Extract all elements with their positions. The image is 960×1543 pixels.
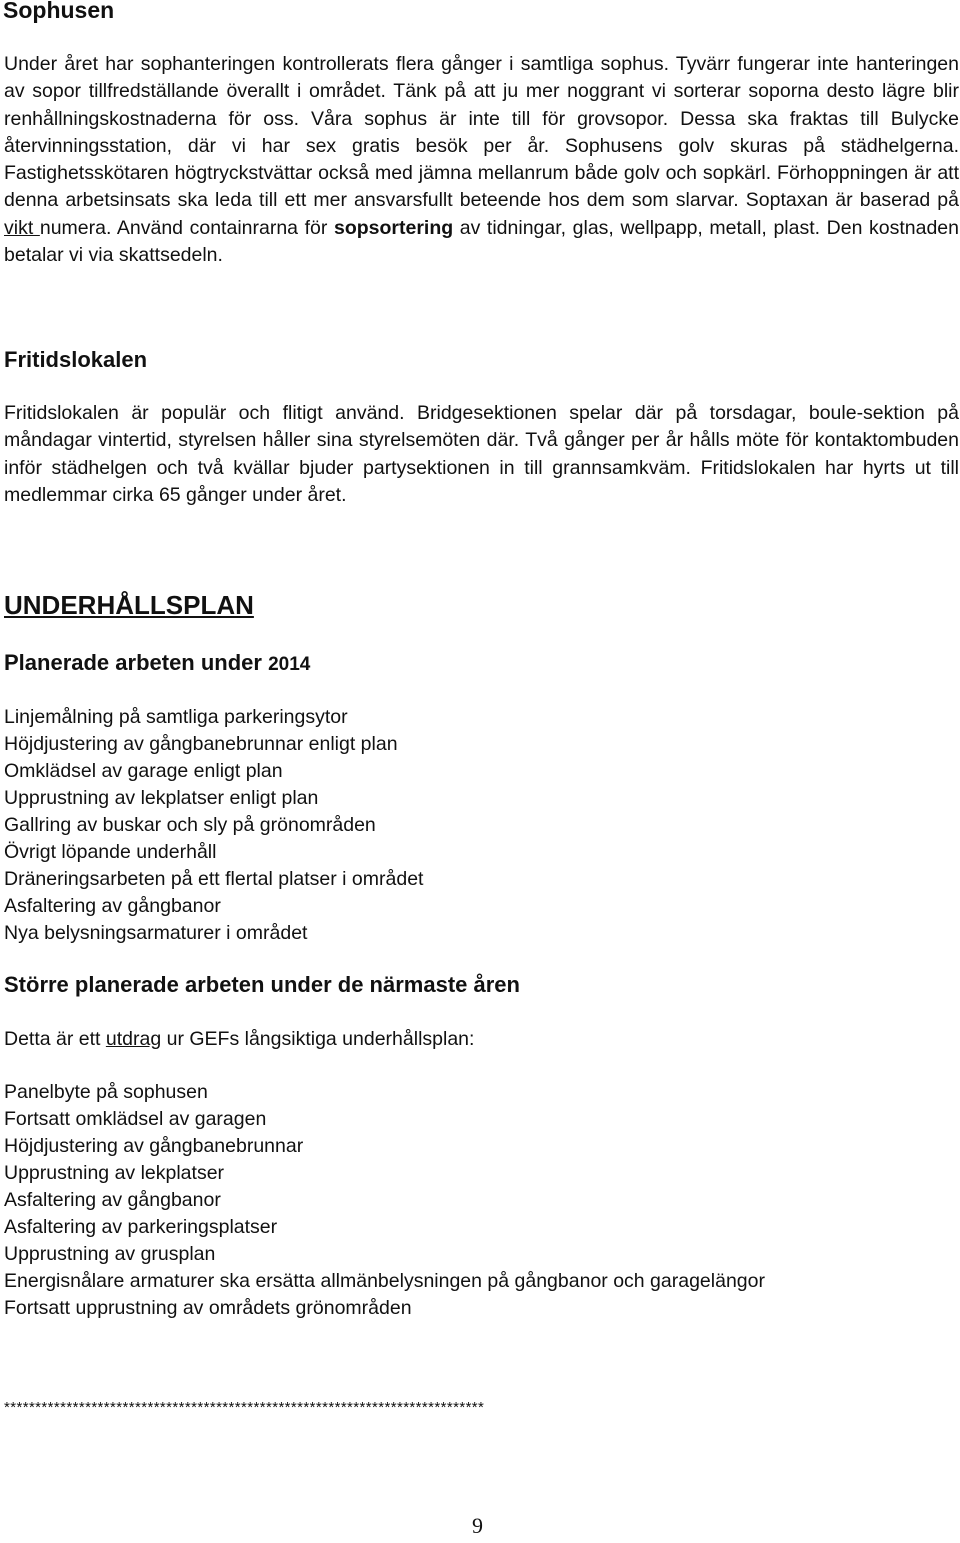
list-item: Upprustning av lekplatser [4,1162,225,1184]
list-item: Fortsatt omklädsel av garagen [4,1108,267,1130]
planned-works-list [4,704,423,947]
list-item: Upprustning av grusplan [4,1243,216,1265]
extract-intro-post: ur GEFs långsiktiga underhållsplan: [161,1028,475,1050]
list-item: Gallring av buskar och sly på grönområden [4,814,376,836]
planned-works-heading [4,648,310,680]
sophusen-text-part-3: av tidningar, glas, wellpapp, metall, plast. Den kostnaden betalar vi via skattsedeln. [4,216,959,267]
list-item: Fortsatt upprustning av områdets grönområden [4,1297,412,1319]
section-heading-fritidslokalen: Fritidslokalen [4,347,148,372]
sophusen-text-part-1: Under året har sophanteringen kontrollerats flera gånger i samtliga sophus. Tyvärr fungerar inte hanteringen av sopor tillfredställande överallt i området. Tänk på att ju mer noggrant vi sorterar soporna desto lägre blir renhållningskostnaderna för oss. Våra sophus är inte till för grovsopor. Dessa ska fraktas till Bulycke återvinningsstation, där vi har sex gratis besök per år. Sophusens golv skuras på städhelgerna. Fastighetsskötaren högtryckstvättar också med jämna mellanrum både golv och sopkärl. Förhoppningen är att denna arbetsinsats ska leda till ett mer ansvarsfullt beteende hos dem som slarvar. Soptaxan är baserad på [4,53,959,212]
extract-intro-pre: Detta är ett [4,1028,106,1050]
page-number: 9 [472,1513,483,1538]
planned-works-year: 2014 [268,654,311,675]
section-heading-sophusen: Sophusen [3,0,115,23]
list-item: Upprustning av lekplatser enligt plan [4,787,319,809]
planned-works-heading-text: Planerade arbeten under [4,650,269,675]
list-item: Asfaltering av parkeringsplatser [4,1216,278,1238]
list-item: Linjemålning på samtliga parkeringsytor [4,706,348,728]
list-item: Höjdjustering av gångbanebrunnar [4,1135,304,1157]
asterisk-separator: ***************************************************************************** [4,1399,485,1416]
larger-works-list [4,1079,765,1322]
list-item: Asfaltering av gångbanor [4,895,221,917]
larger-works-heading: Större planerade arbeten under de närmaste åren [4,972,520,997]
list-item: Övrigt löpande underhåll [4,841,217,863]
list-item: Omklädsel av garage enligt plan [4,760,283,782]
list-item: Höjdjustering av gångbanebrunnar enligt plan [4,733,398,755]
sophusen-text-vikt: vikt [4,216,40,239]
sophusen-text-sopsortering: sopsortering [333,216,454,239]
list-item: Asfaltering av gångbanor [4,1189,221,1211]
list-item: Dräneringsarbeten på ett flertal platser i området [4,868,424,890]
section-heading-underhallsplan: UNDERHÅLLSPLAN [4,590,254,620]
sophusen-paragraph [4,51,959,269]
fritidslokalen-paragraph: Fritidslokalen är populär och flitigt använd. Bridgesektionen spelar där på torsdagar, boule-sektion på måndagar vintertid, styrelsen håller sina styrelsemöten där. Två gånger per år hålls möte för kontaktombuden inför städhelgen och två kvällar bjuder partysektionen in till grannsamkväm. Fritidslokalen har hyrts ut till medlemmar cirka 65 gånger under året. [4,402,959,506]
list-item: Energisnålare armaturer ska ersätta allmänbelysningen på gångbanor och garagelängor [4,1270,765,1292]
sophusen-text-part-2: numera. Använd containrarna för [39,216,334,239]
extract-intro [4,1026,474,1053]
list-item: Nya belysningsarmaturer i området [4,922,308,944]
extract-intro-underlined: utdrag [105,1028,162,1050]
list-item: Panelbyte på sophusen [4,1081,208,1103]
